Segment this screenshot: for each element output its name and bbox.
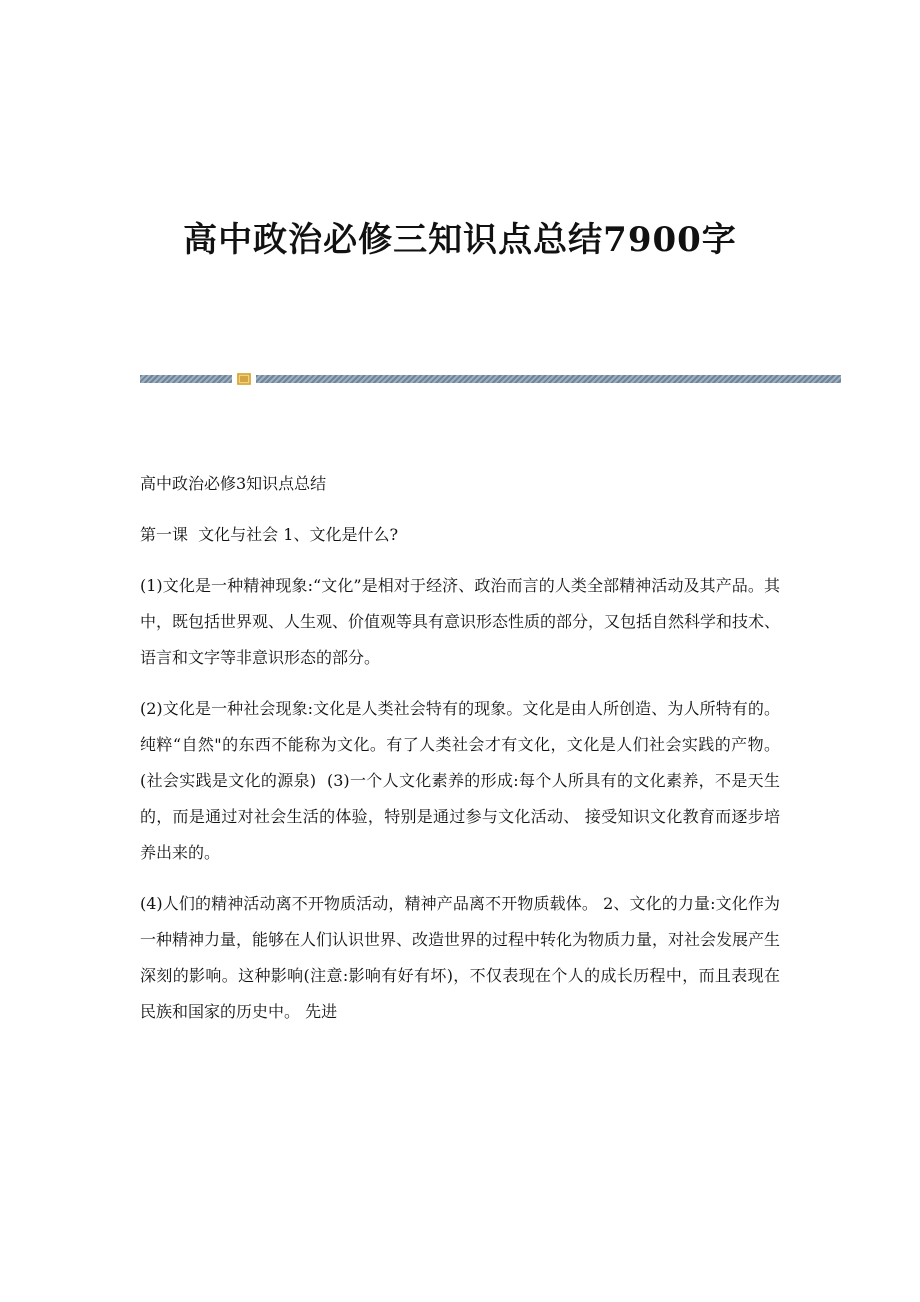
title-divider — [140, 373, 841, 385]
document-subtitle: 高中政治必修3知识点总结 — [140, 474, 327, 493]
paragraph-3: (4)人们的精神活动离不开物质活动，精神产品离不开物质载体。 2、文化的力量:文化作为一种精神力量，能够在人们认识世界、改造世界的过程中转化为物质力量，对社会发展产生深刻的影响。这种影响(注意:影响有好有坏)，不仅表现在个人的成长历程中，而且表现在民族和国家的历史中。 先进 — [140, 894, 781, 1021]
lesson-heading: 第一课 文化与社会 1、文化是什么? — [140, 525, 399, 544]
paragraph-1: (1)文化是一种精神现象:“文化”是相对于经济、政治而言的人类全部精神活动及其产品。其中，既包括世界观、人生观、价值观等具有意识形态性质的部分，又包括自然科学和技术、语言和文字等非意识形态的部分。 — [140, 576, 781, 667]
paragraph-2: (2)文化是一种社会现象:文化是人类社会特有的现象。文化是由人所创造、为人所特有的。纯粹“自然"的东西不能称为文化。有了人类社会才有文化，文化是人们社会实践的产物。(社会实践是文化的源泉) (3)一个人文化素养的形成:每个人所具有的文化素养，不是天生的，而是通过对社会生活的体验，特别是通过参与文化活动、 接受知识文化教育而逐步培养出来的。 — [140, 699, 780, 862]
divider-ornament-icon — [237, 373, 251, 385]
divider-bar-left — [140, 375, 232, 383]
document-body — [140, 466, 780, 1045]
divider-bar-right — [256, 375, 841, 383]
document-title: 高中政治必修三知识点总结7900字 — [183, 220, 737, 260]
